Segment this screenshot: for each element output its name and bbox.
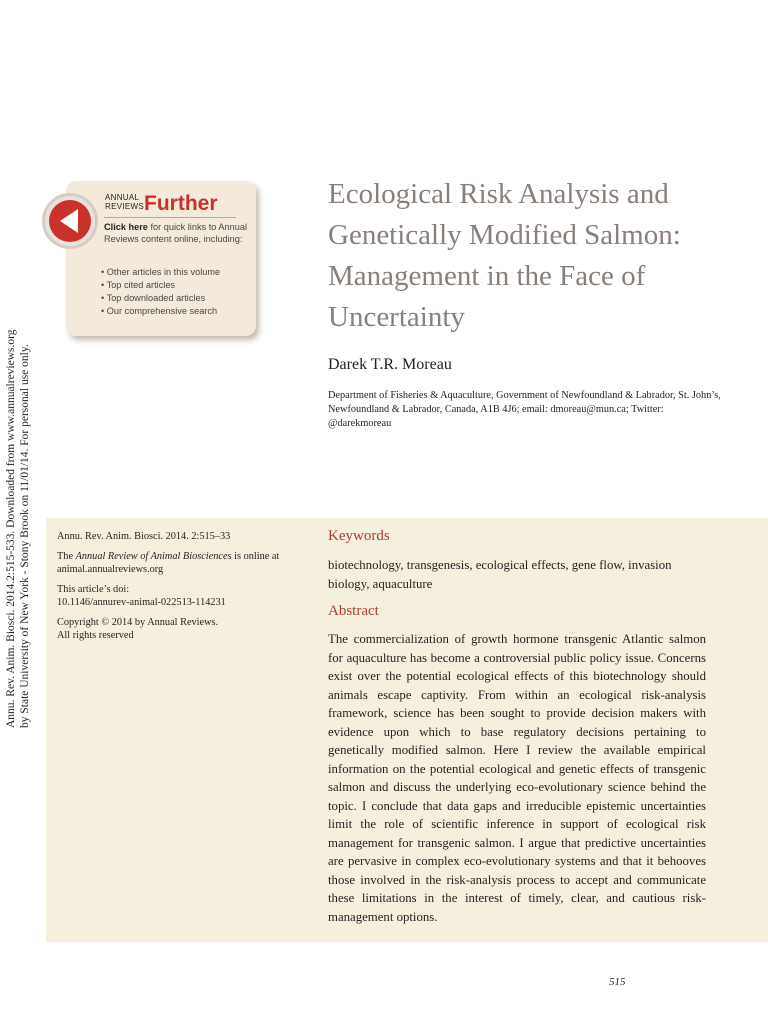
download-notice-line1: Annu. Rev. Anim. Biosci. 2014.2:515-533. Downloaded from www.annualreviews.org <box>5 329 17 728</box>
link-other-articles[interactable]: • Other articles in this volume <box>101 267 221 277</box>
download-notice-line2: by State University of New York - Stony Brook on 11/01/14. For personal use only. <box>19 344 31 728</box>
further-links <box>101 266 220 318</box>
click-here-link[interactable]: Click here <box>104 222 148 232</box>
back-arrow-icon <box>56 206 86 236</box>
article-title: Ecological Risk Analysis and Genetically Modified Salmon: Management in the Face of Uncertainty <box>328 178 681 333</box>
link-top-downloaded[interactable]: • Top downloaded articles <box>101 293 206 303</box>
copyright: Copyright © 2014 by Annual Reviews. All rights reserved <box>57 617 219 641</box>
abstract-heading: Abstract <box>328 603 379 619</box>
author-affiliation: Department of Fisheries & Aquaculture, Government of Newfoundland & Labrador, St. John’s, Newfoundland & Labrador, Canada, A1B 4J6; email: dmoreau@mun.ca; Twitter: @darekmoreau <box>328 390 721 429</box>
link-comprehensive-search[interactable]: • Our comprehensive search <box>101 306 218 316</box>
journal-name: Annual Review of Animal Biosciences <box>75 551 232 562</box>
further-button[interactable] <box>42 193 98 249</box>
download-notice <box>0 0 46 1024</box>
link-top-cited[interactable]: • Top cited articles <box>101 280 176 290</box>
keywords-heading: Keywords <box>328 528 390 544</box>
author-name: Darek T.R. Moreau <box>328 356 452 373</box>
article-meta <box>57 530 317 649</box>
annual-reviews-logo: ANNUAL REVIEWS <box>105 193 144 211</box>
doi-block: This article’s doi: 10.1146/annurev-animal-022513-114231 <box>57 584 226 608</box>
further-brand: Further <box>144 192 218 215</box>
keywords-text: biotechnology, transgenesis, ecological effects, gene flow, invasion biology, aquaculture <box>328 558 672 591</box>
doi[interactable]: 10.1146/annurev-animal-022513-114231 <box>57 597 226 608</box>
divider <box>104 217 236 218</box>
abstract-text: The commercialization of growth hormone transgenic Atlantic salmon for aquaculture has become a controversial public policy issue. Concerns exist over the potential ecological effects of this biotechnology should animals escape captivity. From within an ecological risk-analysis framework, science has been sought to provide decision makers with evidence upon which to base regulatory decisions pertaining to genetically modified salmon. Here I review the available empirical information on the potential ecological and genetic effects of transgenic salmon and discuss the underlying eco-evolutionary science behind the topic. I conclude that data gaps and irreducible epistemic uncertainties limit the role of scientific inference in support of ecological risk management for transgenic salmon. I argue that predictive uncertainties are pervasive in complex eco-evolutionary systems and that it behooves those involved in the risk-analysis process to accept and communicate these limitations in the interest of timely, clear, and cautious risk-management options. <box>328 632 706 924</box>
page-number: 515 <box>609 976 626 988</box>
further-description: Click here for quick links to Annual Reviews content online, including: <box>104 222 248 244</box>
online-notice: The Annual Review of Animal Biosciences is online at animal.annualreviews.org <box>57 551 280 575</box>
citation: Annu. Rev. Anim. Biosci. 2014. 2:515–33 <box>57 531 231 542</box>
